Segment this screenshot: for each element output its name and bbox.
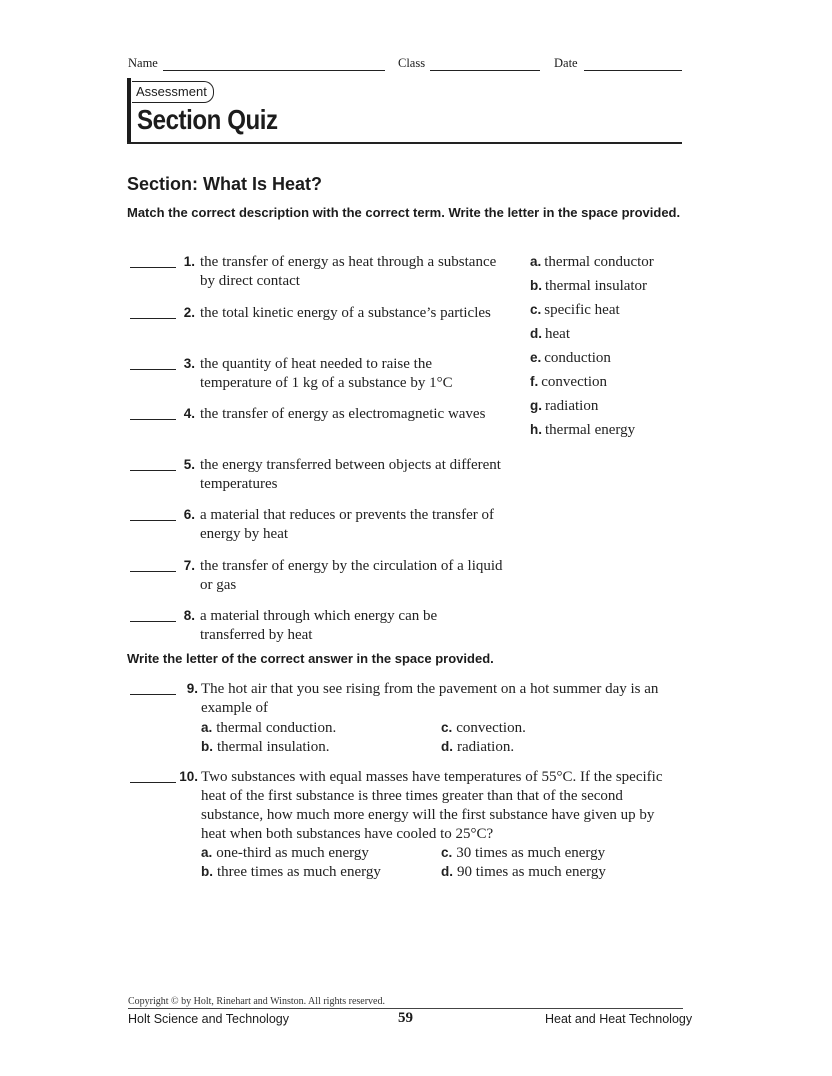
option-letter: c. (441, 845, 453, 860)
title-bar (127, 78, 131, 143)
question-number: 6. (183, 507, 195, 522)
question-number: 8. (183, 608, 195, 623)
option-letter: a. (201, 845, 213, 860)
option-text: thermal conduction. (216, 720, 337, 736)
assessment-tab: Assessment (132, 81, 214, 103)
question-text: the energy transferred between objects at different temperatures (200, 457, 501, 492)
term-letter: h. (530, 422, 542, 437)
class-field[interactable] (430, 70, 540, 71)
term-text: radiation (545, 398, 599, 414)
answer-blank[interactable] (130, 694, 176, 695)
footer-chapter-title: Heat and Heat Technology (545, 1012, 693, 1026)
title-divider (127, 142, 682, 144)
option-letter: a. (201, 720, 213, 735)
answer-option (201, 843, 369, 863)
question-text: Two substances with equal masses have temperatures of 55°C. If the specific heat of the first substance is three times greater than that of the second substance, how much more energy will the first substance have given up by heat when both substances have cooled to 25°C? (201, 769, 663, 842)
footer-divider (128, 1008, 683, 1009)
page-number: 59 (398, 1010, 413, 1026)
term-letter: d. (530, 326, 542, 341)
option-text: 90 times as much energy (457, 864, 606, 880)
term-item (530, 300, 620, 320)
option-text: three times as much energy (217, 864, 381, 880)
term-letter: b. (530, 278, 542, 293)
answer-option (201, 737, 329, 757)
option-text: 30 times as much energy (456, 845, 606, 861)
answer-option (441, 718, 526, 738)
question-text: the transfer of energy as heat through a substance by direct contact (200, 254, 497, 289)
answer-option (441, 843, 605, 863)
copyright: Copyright © by Holt, Rinehart and Winston. All rights reserved. (128, 996, 385, 1007)
question-number: 9. (186, 681, 198, 696)
footer-book-title: Holt Science and Technology (128, 1012, 289, 1026)
question-text: The hot air that you see rising from the pavement on a hot summer day is an example of (201, 681, 659, 716)
option-text: convection. (456, 720, 526, 736)
term-letter: a. (530, 254, 542, 269)
option-letter: c. (441, 720, 453, 735)
name-field[interactable] (163, 70, 385, 71)
question-number: 5. (183, 457, 195, 472)
choice-instructions: Write the letter of the correct answer in the space provided. (127, 651, 494, 666)
term-text: convection (541, 374, 608, 390)
option-text: radiation. (457, 739, 515, 755)
term-text: thermal energy (545, 422, 636, 438)
term-item (530, 348, 611, 368)
question-text: the quantity of heat needed to raise the temperature of 1 kg of a substance by 1°C (200, 356, 453, 391)
term-letter: g. (530, 398, 542, 413)
term-item (530, 324, 570, 344)
option-text: thermal insulation. (217, 739, 330, 755)
question-text: the transfer of energy as electromagnetic waves (200, 406, 486, 422)
term-letter: f. (530, 374, 539, 389)
term-item (530, 252, 654, 272)
matching-instructions: Match the correct description with the correct term. Write the letter in the space provided. (127, 205, 681, 220)
term-letter: e. (530, 350, 542, 365)
answer-blank[interactable] (130, 782, 176, 783)
answer-blank[interactable] (130, 520, 176, 521)
option-letter: b. (201, 739, 213, 754)
term-text: thermal insulator (545, 278, 648, 294)
question-number: 7. (183, 558, 195, 573)
question-number: 4. (183, 406, 195, 421)
option-text: one-third as much energy (216, 845, 369, 861)
option-letter: d. (441, 864, 453, 879)
answer-option (441, 737, 514, 757)
question-text: a material that reduces or prevents the transfer of energy by heat (200, 507, 495, 542)
term-item (530, 372, 607, 392)
option-letter: d. (441, 739, 453, 754)
answer-blank[interactable] (130, 419, 176, 420)
answer-blank[interactable] (130, 318, 176, 319)
term-item (530, 396, 598, 416)
term-text: conduction (544, 350, 611, 366)
class-label: Class (398, 56, 426, 70)
question-number: 10. (179, 769, 198, 784)
term-item (530, 276, 647, 296)
term-item (530, 420, 635, 440)
answer-option (201, 718, 336, 738)
question-number: 2. (183, 305, 195, 320)
term-text: thermal conductor (544, 254, 654, 270)
answer-blank[interactable] (130, 369, 176, 370)
answer-option (441, 862, 606, 882)
answer-option (201, 862, 381, 882)
term-text: specific heat (544, 302, 620, 318)
page-title: Section Quiz (137, 104, 278, 135)
answer-blank[interactable] (130, 621, 176, 622)
question-text: the total kinetic energy of a substance’s particles (200, 305, 491, 321)
name-label: Name (128, 56, 158, 70)
question-text: a material through which energy can be transferred by heat (200, 608, 438, 643)
date-label: Date (554, 56, 578, 70)
answer-blank[interactable] (130, 571, 176, 572)
term-letter: c. (530, 302, 542, 317)
answer-blank[interactable] (130, 470, 176, 471)
option-letter: b. (201, 864, 213, 879)
question-text: the transfer of energy by the circulation of a liquid or gas (200, 558, 503, 593)
answer-blank[interactable] (130, 267, 176, 268)
question-number: 3. (183, 356, 195, 371)
date-field[interactable] (584, 70, 682, 71)
term-text: heat (545, 326, 570, 342)
question-number: 1. (183, 254, 195, 269)
section-title: Section: What Is Heat? (127, 174, 323, 194)
